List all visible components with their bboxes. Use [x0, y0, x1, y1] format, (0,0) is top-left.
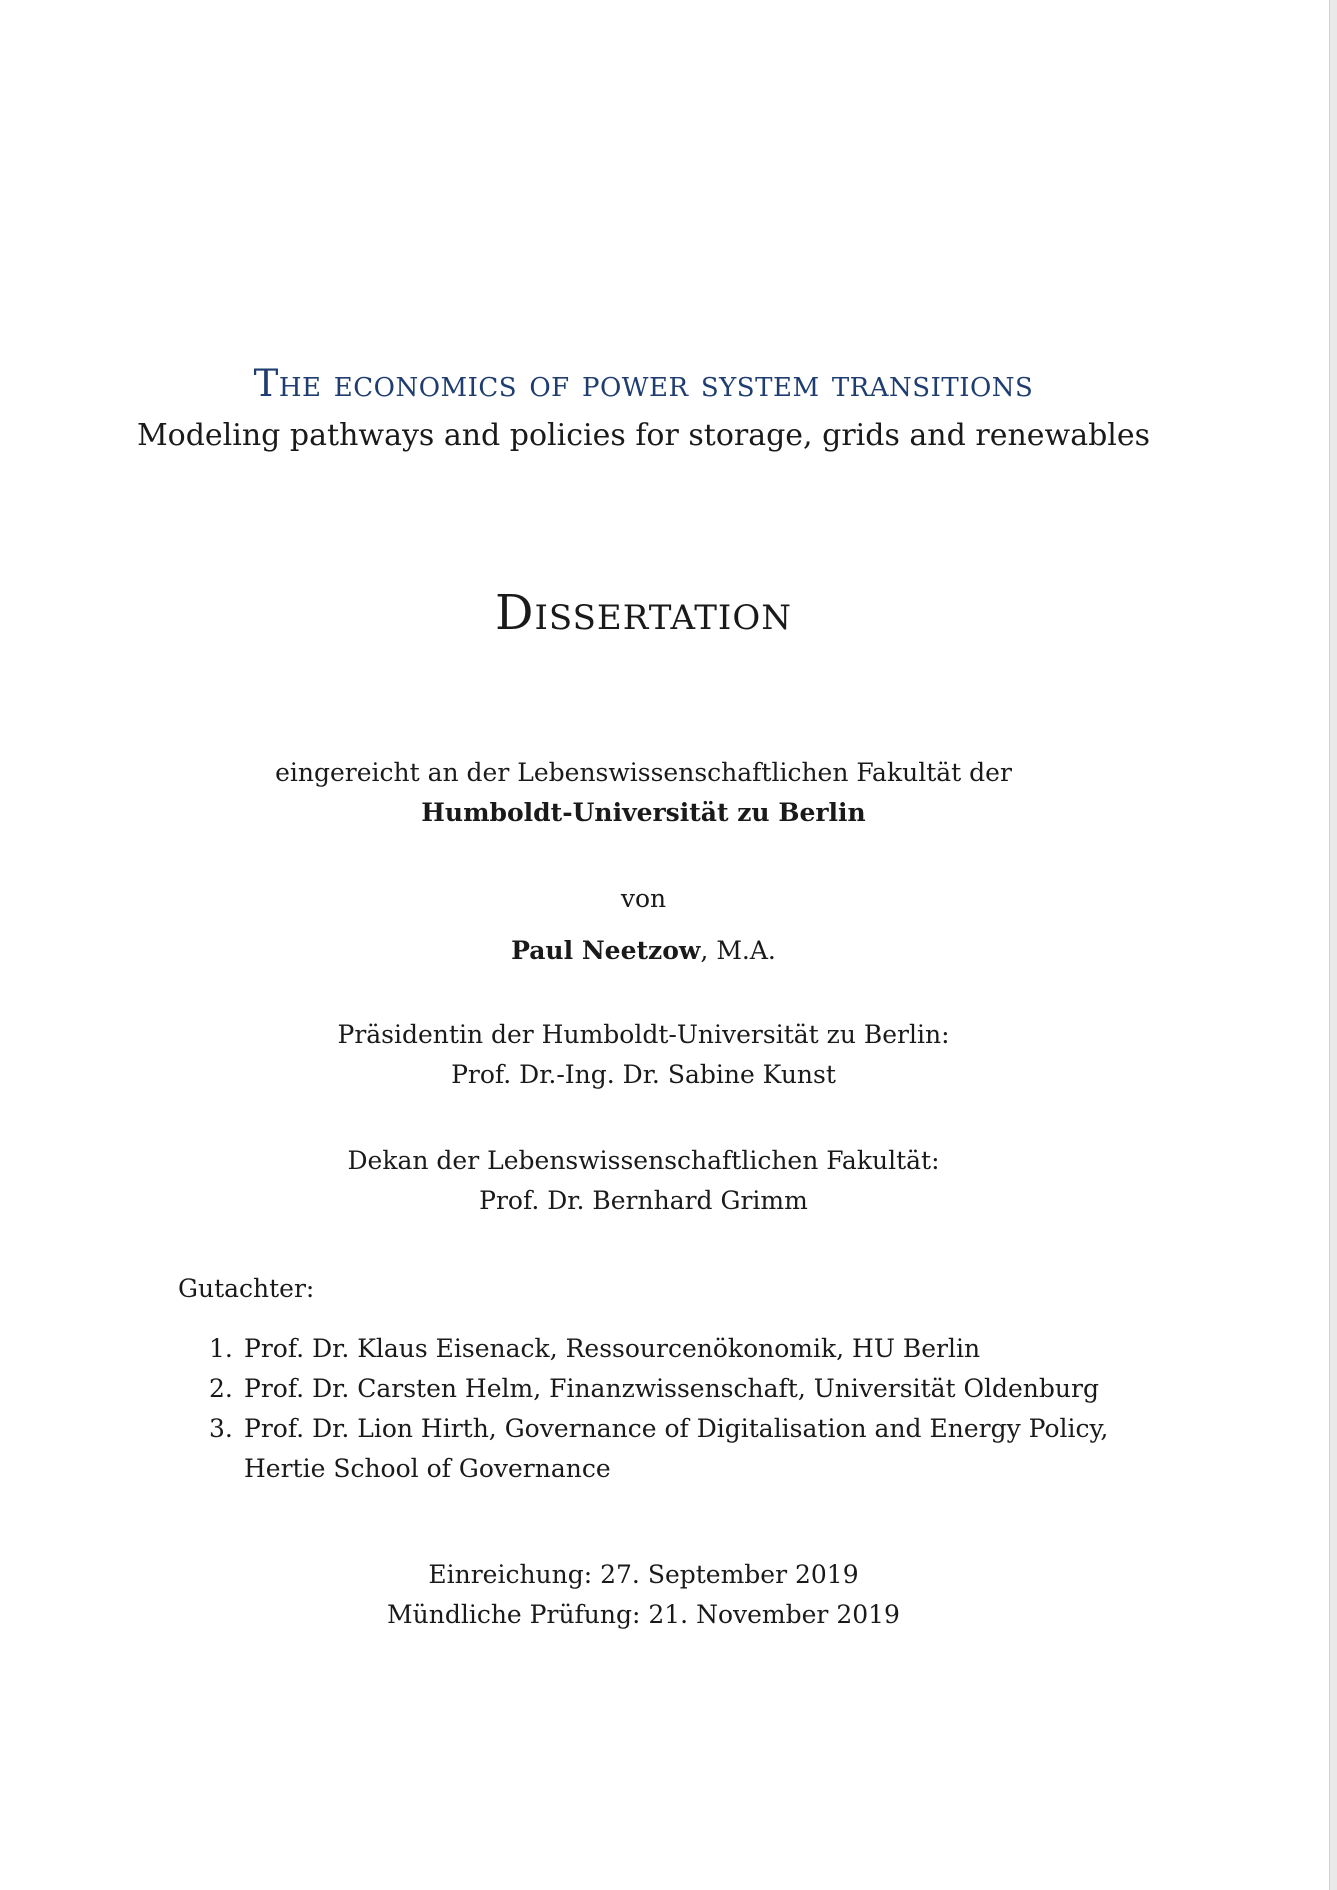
thesis-title: The economics of power system transitions [253, 362, 1034, 405]
president-name: Prof. Dr.-Ing. Dr. Sabine Kunst [451, 1060, 836, 1089]
oral-exam-date: Mündliche Prüfung: 21. November 2019 [387, 1600, 900, 1629]
page-edge [1329, 0, 1337, 1890]
thesis-subtitle: Modeling pathways and policies for storage, grids and renewables [136, 418, 1151, 453]
author-line [0, 936, 1287, 965]
president-label: Präsidentin der Humboldt-Universität zu Berlin: [337, 1020, 950, 1049]
reviewer-number: 1. [209, 1334, 233, 1363]
dean-name: Prof. Dr. Bernhard Grimm [479, 1186, 808, 1215]
university-name: Humboldt-Universität zu Berlin [421, 798, 866, 827]
von-label: von [620, 884, 667, 913]
submitted-line: eingereicht an der Lebenswissenschaftlichen Fakultät der [275, 758, 1012, 787]
author-degree: , M.A. [700, 936, 776, 965]
reviewer-item-continuation: Hertie School of Governance [244, 1454, 611, 1483]
reviewer-number: 3. [209, 1414, 233, 1443]
author-name: Paul Neetzow [511, 936, 701, 965]
reviewer-item: Prof. Dr. Klaus Eisenack, Ressourcenökonomik, HU Berlin [244, 1334, 981, 1363]
document-type: Dissertation [495, 585, 792, 641]
reviewer-item: Prof. Dr. Lion Hirth, Governance of Digitalisation and Energy Policy, [244, 1414, 1109, 1443]
dean-label: Dekan der Lebenswissenschaftlichen Fakultät: [347, 1146, 940, 1175]
reviewer-number: 2. [209, 1374, 233, 1403]
reviewers-label: Gutachter: [178, 1274, 315, 1303]
reviewer-item: Prof. Dr. Carsten Helm, Finanzwissenschaft, Universität Oldenburg [244, 1374, 1099, 1403]
submission-date: Einreichung: 27. September 2019 [428, 1560, 859, 1589]
